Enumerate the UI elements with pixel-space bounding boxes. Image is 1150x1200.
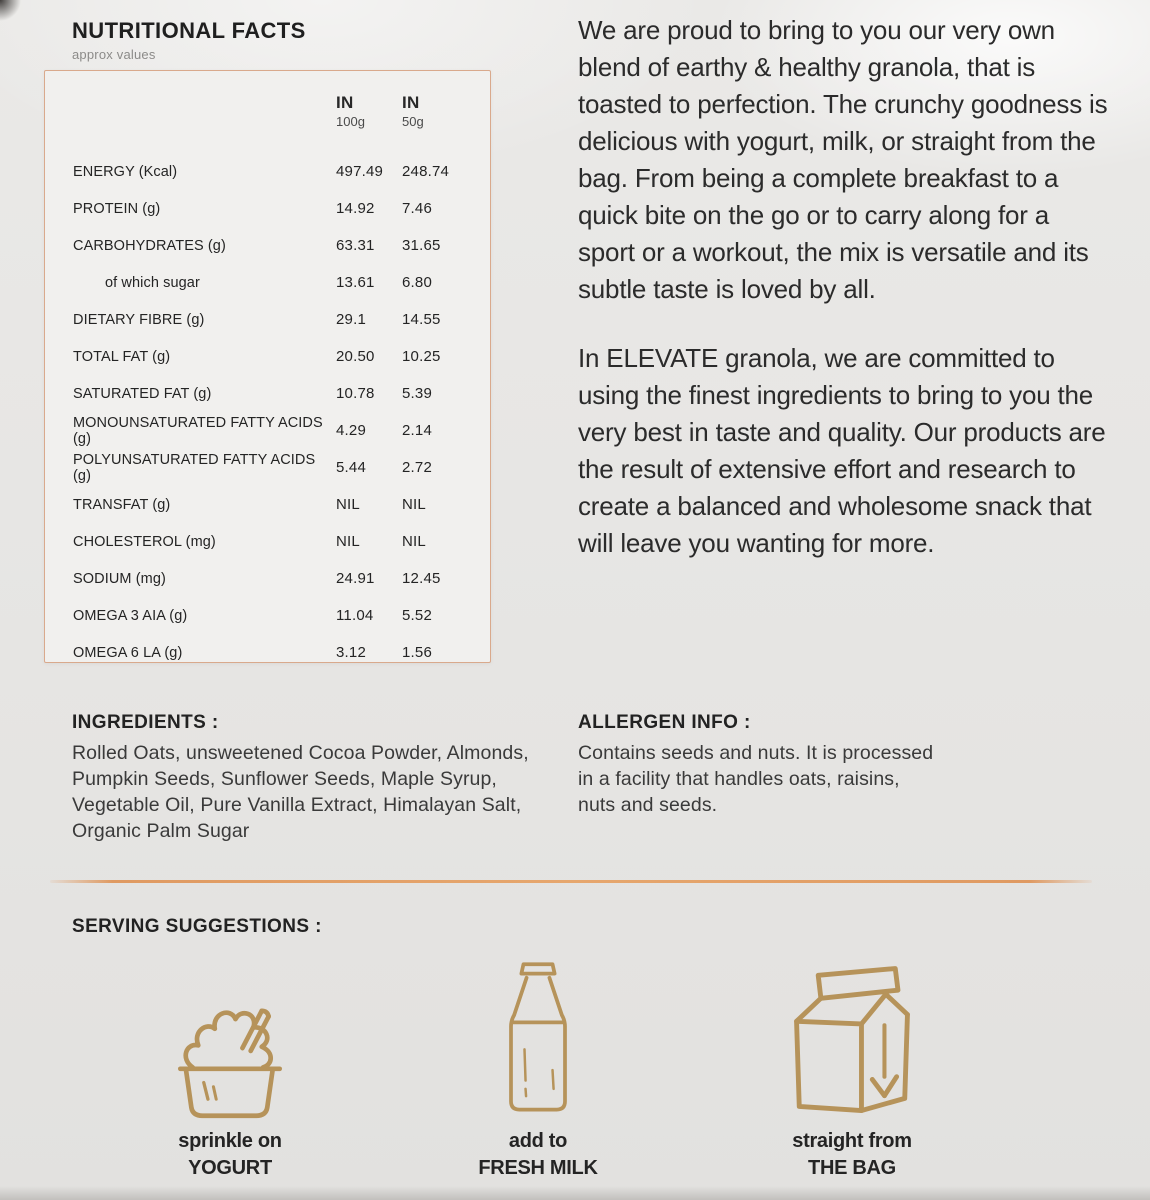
description-paragraph-1: We are proud to bring to you our very own blend of earthy & healthy granola, that is toasted to perfection. The crunchy goodness is delicious with yogurt, milk, or straight from the bag. From being a complete breakfast to a quick bite on the go or to carry along for a sport or a workout, the mix is versatile and its subtle taste is loved by all. bbox=[578, 15, 1108, 304]
table-header-col-100g bbox=[336, 93, 402, 129]
table-row bbox=[73, 153, 464, 190]
allergen-text: Contains seeds and nuts. It is processed in a facility that handles oats, raisins, nuts and seeds. bbox=[578, 742, 934, 816]
table-row bbox=[73, 634, 464, 671]
allergen-heading: ALLERGEN INFO : bbox=[578, 712, 751, 733]
carton-bag-icon bbox=[776, 956, 928, 1120]
nutrient-label: CARBOHYDRATES (g) bbox=[73, 237, 226, 254]
value-per-100g: 3.12 bbox=[336, 644, 366, 661]
value-per-100g: 29.1 bbox=[336, 311, 366, 328]
value-per-100g: 13.61 bbox=[336, 274, 375, 291]
value-per-50g: 14.55 bbox=[402, 311, 441, 328]
nutrition-facts-header bbox=[72, 18, 306, 62]
yogurt-cup-icon bbox=[161, 956, 299, 1120]
value-per-100g: 11.04 bbox=[336, 607, 374, 624]
nutrient-label: CHOLESTEROL (mg) bbox=[73, 533, 216, 550]
serving-suggestions-heading: SERVING SUGGESTIONS : bbox=[72, 916, 322, 937]
serving-caption-yogurt bbox=[178, 1128, 281, 1182]
value-per-100g: 10.78 bbox=[336, 385, 375, 402]
nutrient-label: SATURATED FAT (g) bbox=[73, 385, 212, 402]
value-per-100g: 14.92 bbox=[336, 200, 375, 217]
serving-caption-line2: FRESH MILK bbox=[478, 1157, 598, 1179]
serving-item-the-bag bbox=[742, 956, 962, 1182]
serving-caption-the-bag bbox=[792, 1128, 911, 1182]
table-row bbox=[73, 301, 464, 338]
serving-caption-line1: sprinkle on bbox=[178, 1130, 282, 1152]
table-body bbox=[73, 153, 464, 671]
value-per-50g: 31.65 bbox=[402, 237, 441, 254]
serving-caption-fresh-milk bbox=[478, 1128, 597, 1182]
table-row bbox=[73, 227, 464, 264]
value-per-50g: 248.74 bbox=[402, 163, 450, 180]
serving-item-fresh-milk bbox=[428, 956, 648, 1182]
nutrient-label: PROTEIN (g) bbox=[73, 200, 161, 217]
value-per-100g: 63.31 bbox=[336, 237, 375, 254]
table-row bbox=[73, 449, 464, 486]
section-divider bbox=[50, 880, 1092, 883]
ingredients-list: Rolled Oats, unsweetened Cocoa Powder, Almonds, Pumpkin Seeds, Sunflower Seeds, Maple Syrup, Vegetable Oil, Pure Vanilla Extract, Himalayan Salt, Organic Palm Sugar bbox=[72, 742, 529, 842]
nutrient-label: OMEGA 3 AIA (g) bbox=[73, 607, 188, 624]
value-per-50g: NIL bbox=[402, 496, 426, 513]
table-row bbox=[73, 338, 464, 375]
nutrient-label: MONOUNSATURATED FATTY ACIDS (g) bbox=[73, 414, 323, 447]
value-per-50g: 5.52 bbox=[402, 607, 432, 624]
value-per-100g: 24.91 bbox=[336, 570, 375, 587]
table-row bbox=[73, 375, 464, 412]
table-row bbox=[73, 523, 464, 560]
value-per-100g: 5.44 bbox=[336, 459, 366, 476]
col-100g-amount-label: 100g bbox=[336, 114, 365, 129]
milk-bottle-icon bbox=[486, 956, 590, 1120]
product-description bbox=[578, 12, 1110, 562]
allergen-section bbox=[578, 712, 940, 818]
serving-caption-line2: THE BAG bbox=[808, 1157, 896, 1179]
table-row bbox=[73, 486, 464, 523]
nutrient-label: TRANSFAT (g) bbox=[73, 496, 171, 513]
nutrient-label: of which sugar bbox=[105, 274, 200, 291]
description-paragraph-2: In ELEVATE granola, we are committed to using the finest ingredients to bring to you the very best in taste and quality. Our products are the result of extensive effort and research to create a balanced and wholesome snack that will leave you wanting for more. bbox=[578, 343, 1106, 558]
col-50g-unit-label: IN bbox=[402, 93, 420, 112]
nutrition-facts-title: NUTRITIONAL FACTS bbox=[72, 18, 306, 43]
value-per-100g: 4.29 bbox=[336, 422, 366, 439]
value-per-50g: 6.80 bbox=[402, 274, 432, 291]
table-header-col-50g bbox=[402, 93, 464, 129]
nutrient-label: SODIUM (mg) bbox=[73, 570, 166, 587]
table-row bbox=[73, 264, 464, 301]
value-per-100g: 497.49 bbox=[336, 163, 384, 180]
ingredients-section bbox=[72, 712, 530, 844]
value-per-50g: NIL bbox=[402, 533, 426, 550]
table-row bbox=[73, 597, 464, 634]
nutrient-label: TOTAL FAT (g) bbox=[73, 348, 171, 365]
nutrient-label: OMEGA 6 LA (g) bbox=[73, 644, 183, 661]
nutrition-facts-subtitle: approx values bbox=[72, 47, 156, 62]
value-per-50g: 10.25 bbox=[402, 348, 441, 365]
serving-caption-line1: add to bbox=[508, 1130, 568, 1152]
nutrient-label: POLYUNSATURATED FATTY ACIDS (g) bbox=[73, 451, 316, 484]
value-per-100g: NIL bbox=[336, 533, 360, 550]
col-100g-unit-label: IN bbox=[336, 93, 354, 112]
value-per-50g: 5.39 bbox=[402, 385, 432, 402]
table-row bbox=[73, 190, 464, 227]
ingredients-heading: INGREDIENTS : bbox=[72, 712, 219, 733]
nutrient-label: DIETARY FIBRE (g) bbox=[73, 311, 205, 328]
table-header-row bbox=[73, 93, 464, 129]
serving-item-yogurt bbox=[120, 956, 340, 1182]
value-per-50g: 1.56 bbox=[402, 644, 432, 661]
value-per-100g: 20.50 bbox=[336, 348, 375, 365]
nutrient-label: ENERGY (Kcal) bbox=[73, 163, 178, 180]
table-row bbox=[73, 560, 464, 597]
value-per-50g: 2.72 bbox=[402, 459, 432, 476]
col-50g-amount-label: 50g bbox=[402, 114, 424, 129]
serving-caption-line1: straight from bbox=[792, 1130, 912, 1152]
value-per-50g: 2.14 bbox=[402, 422, 432, 439]
nutrition-table bbox=[44, 70, 491, 663]
serving-caption-line2: YOGURT bbox=[188, 1157, 272, 1179]
value-per-50g: 7.46 bbox=[402, 200, 432, 217]
table-row bbox=[73, 412, 464, 449]
value-per-50g: 12.45 bbox=[402, 570, 441, 587]
value-per-100g: NIL bbox=[336, 496, 360, 513]
